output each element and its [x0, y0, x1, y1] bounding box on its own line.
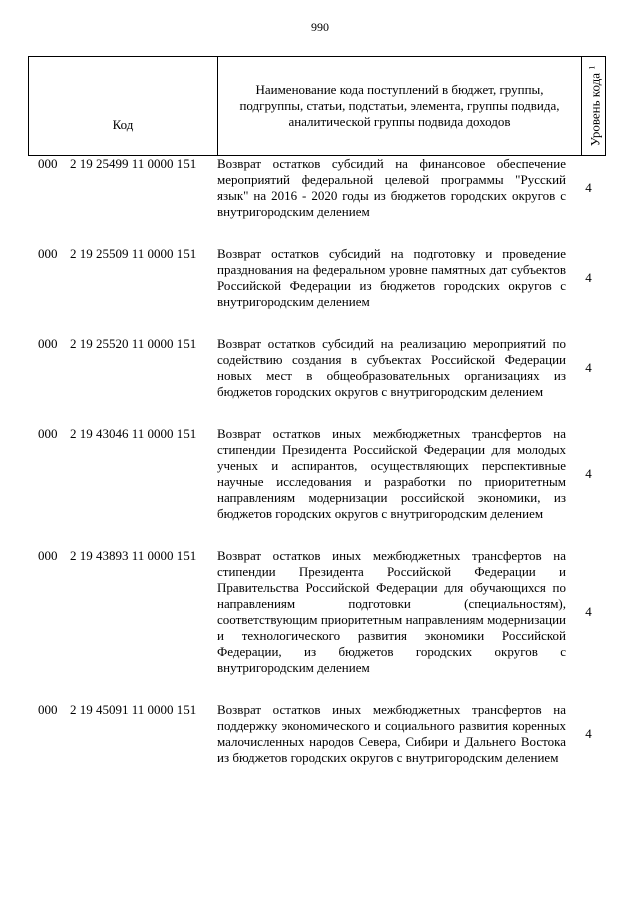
row-code: 2 19 43046 11 0000 151: [70, 426, 197, 441]
table-header: [28, 56, 606, 156]
header-level: [584, 66, 603, 146]
table-row: [28, 336, 605, 400]
row-code: 2 19 25520 11 0000 151: [70, 336, 197, 351]
table-row: [28, 548, 605, 676]
row-name: Возврат остатков субсидий на подготовку и проведение празднования на федеральном уровне памятных дат субъектов Российской Федерации из бюджетов городских округов с внутригородским делением: [217, 246, 566, 309]
row-name: Возврат остатков иных межбюджетных трансфертов на стипендии Президента Российской Федерации для молодых ученых и аспирантов, осуществляющих перспективные научные исследования и разработки по приоритетным направлениям модернизации российской экономики, из бюджетов городских округов с внутригородским делением: [217, 426, 566, 521]
row-prefix: 000: [38, 336, 58, 351]
table-row: [28, 156, 605, 220]
header-level-footnote: 1: [586, 65, 596, 70]
row-code: 2 19 25509 11 0000 151: [70, 246, 197, 261]
row-prefix: 000: [38, 246, 58, 261]
table-row: [28, 702, 605, 766]
header-level-cell: [582, 57, 606, 156]
row-level: 4: [585, 466, 592, 481]
row-level: 4: [585, 180, 592, 195]
header-name: Наименование кода поступлений в бюджет, группы, подгруппы, статьи, подстатьи, элемента, группы подвида, аналитической группы подвида доходов: [218, 57, 582, 156]
row-prefix: 000: [38, 156, 58, 171]
row-level: 4: [585, 270, 592, 285]
page-number: 990: [311, 20, 329, 34]
row-name: Возврат остатков иных межбюджетных трансфертов на поддержку экономического и социального развития коренных малочисленных народов Севера, Сибири и Дальнего Востока из бюджетов городских округов с внутригородским делением: [217, 702, 566, 765]
table-row: [28, 246, 605, 310]
row-code: 2 19 43893 11 0000 151: [70, 548, 197, 563]
row-name: Возврат остатков субсидий на финансовое обеспечение мероприятий федеральной целевой программы "Русский язык" на 2016 - 2020 годы из бюджетов городских округов с внутригородским делением: [217, 156, 566, 219]
row-level: 4: [585, 726, 592, 741]
row-name: Возврат остатков иных межбюджетных трансфертов на стипендии Президента Российской Федерации и Правительства Российской Федерации для обучающихся по направлениям подготовки (специальностям), соответствующим приоритетным направлениям модернизации и технологического развития экономики Российской Федерации, из бюджетов городских округов с внутригородским делением: [217, 548, 566, 675]
header-code: Код: [29, 57, 218, 156]
row-prefix: 000: [38, 702, 58, 717]
row-level: 4: [585, 604, 592, 619]
row-code: 2 19 45091 11 0000 151: [70, 702, 197, 717]
table-row: [28, 426, 605, 522]
row-name: Возврат остатков субсидий на реализацию мероприятий по содействию создания в субъектах Российской Федерации новых мест в общеобразовательных организациях из бюджетов городских округов с внутригородским делением: [217, 336, 566, 399]
row-prefix: 000: [38, 426, 58, 441]
table-body: [28, 156, 605, 766]
row-level: 4: [585, 360, 592, 375]
row-prefix: 000: [38, 548, 58, 563]
row-code: 2 19 25499 11 0000 151: [70, 156, 197, 171]
header-level-label: Уровень кода: [587, 73, 603, 147]
